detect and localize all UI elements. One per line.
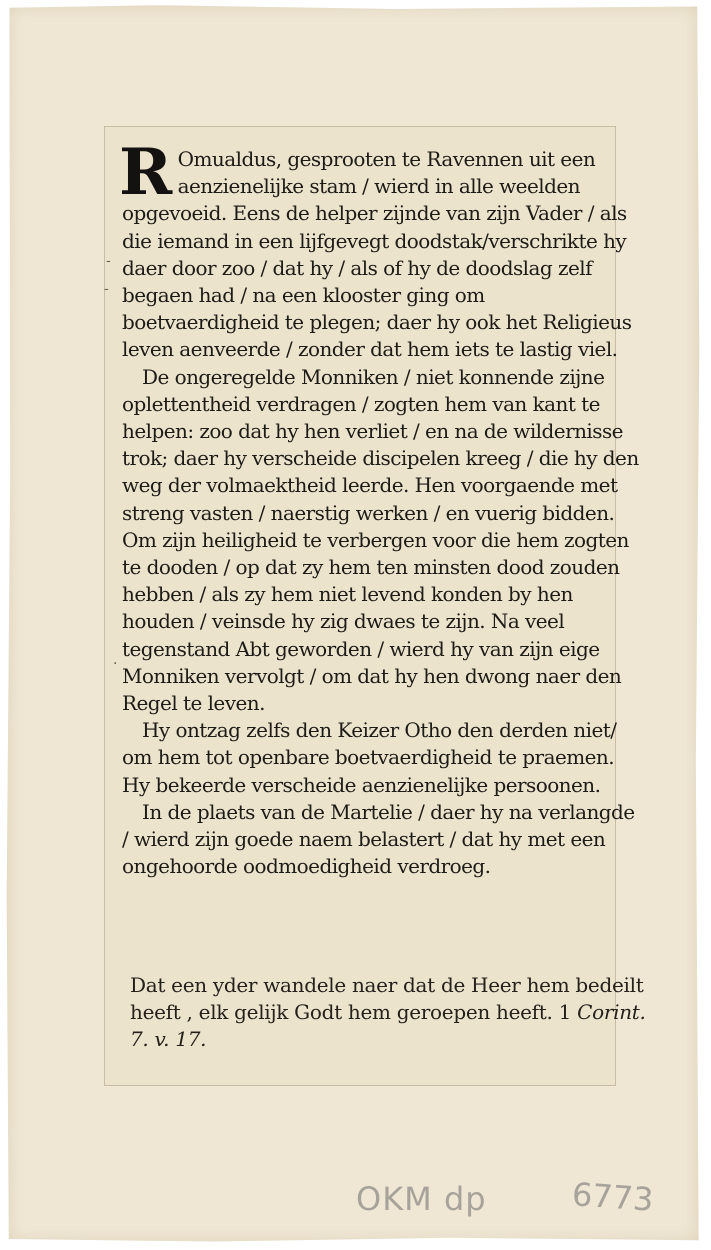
margin-mark-2: - [104,281,109,297]
margin-mark-1: - [106,253,111,269]
margin-mark-3: · [113,656,118,672]
quote-ref-number: 1 [558,1000,572,1024]
quote-ref-chapter: 7. [130,1027,149,1051]
quote-text: Dat een yder wandele naer dat de Heer hem bedeilt heeft , elk gelijk Godt hem geroepen heeft. [130,973,644,1024]
drop-cap-initial: R [119,135,172,210]
quote-ref-book: Corint. [577,1000,646,1024]
quote-ref-v: v. [154,1027,170,1051]
scripture-quote [130,972,650,1053]
catalog-stamp: OKM dp [356,1180,487,1218]
quote-ref-verse: 17. [175,1027,207,1051]
paragraph-1-text: Omualdus, gesprooten te Ravennen uit een aenzienelijke stam / wierd in alle weelden opgevoeid. Eens de helper zijnde van zijn Vader / als die iemand in een lijfgevegt doodstak/verschrikte hy daer door zoo / dat hy / als of hy de doodslag zelf begaen had / na een klooster ging om boetvaerdigheid te plegen; daer hy ook het Religieus leven aenveerde / zonder dat hem iets te lastig viel. [122,147,632,362]
paragraph-4: In de plaets van de Martelie / daer hy na verlangde / wierd zijn goede naem belastert / dat hy met een ongehoorde oodmoedigheid verdroeg. [122,799,635,879]
paragraph-1 [119,135,644,364]
paragraph-3: Hy ontzag zelfs den Keizer Otho den derden niet/ om hem tot openbare boetvaerdigheid te praemen. Hy bekeerde verscheide aenzienelijke persoonen. [122,718,617,797]
paragraph-2: De ongeregelde Monniken / niet konnende zijne oplettentheid verdragen / zogten hem van kant te helpen: zoo dat hy hen verliet / en na de wildernisse trok; daer hy verscheide discipelen kreeg / die hy den weg der volmaektheid leerde. Hen voorgaende met streng vasten / naerstig werken / en vuerig bidden. Om zijn heiligheid te verbergen voor die hem zogten te dooden / op dat zy hem ten minsten dood zouden hebben / als zy hem niet levend konden by hen houden / veinsde hy zig dwaes te zijn. Na veel tegenstand Abt geworden / wierd hy van zijn eige Monniken vervolgt / om dat hy hen dwong naer den Regel te leven. [122,364,639,716]
inventory-number: 6773 [570,1175,655,1219]
main-text-block [119,135,644,880]
